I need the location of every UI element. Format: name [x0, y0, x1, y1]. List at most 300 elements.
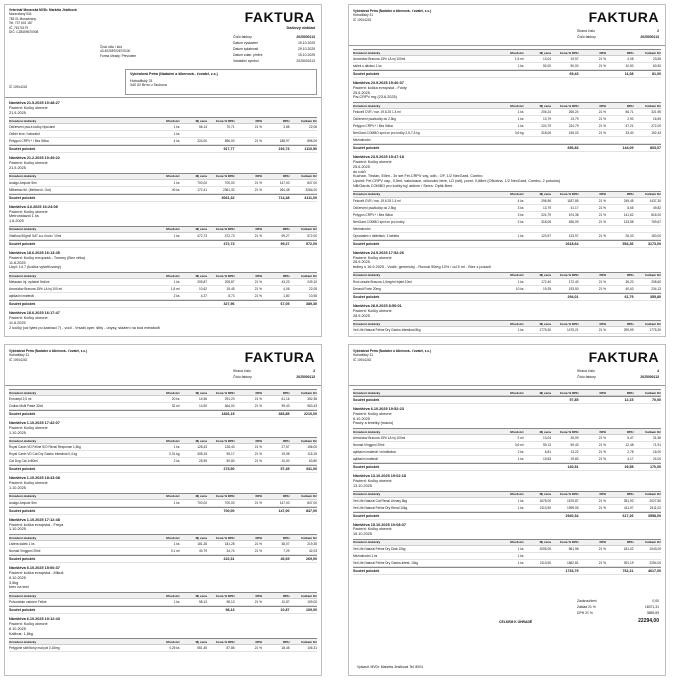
meta-invoice-no: Číslo faktury 2025000113	[577, 375, 659, 379]
cell-vat: 21 %	[598, 219, 606, 224]
cell-total: 896,00	[307, 139, 317, 144]
column-header: DPH	[626, 103, 634, 108]
subtotal-row	[9, 240, 317, 248]
column-header: Celkem Kč	[645, 390, 661, 395]
items-table	[353, 539, 661, 575]
table-row	[353, 137, 661, 144]
subtotal-row	[9, 507, 317, 515]
visit-date: Návštěva 6.10.2025 19:12:43	[9, 617, 60, 622]
cell-vat: 21 %	[598, 233, 606, 238]
column-header: Množství	[510, 540, 524, 545]
column-header: DPH	[599, 273, 606, 278]
cell-vat: 21 %	[254, 500, 262, 505]
table-row	[9, 645, 317, 652]
column-header: Cena % DPH	[215, 494, 235, 499]
cell-vat: 21 %	[254, 459, 262, 464]
cell-vatv: 47,21	[625, 124, 634, 129]
subtotal-total: 3173,00	[648, 241, 661, 246]
column-header: DPH	[282, 174, 290, 179]
cell-base: 26,09	[570, 436, 579, 441]
cell-qty: 4 ks	[173, 139, 180, 144]
visit-note: Upoint: Fel.CRPV vay., 0,5ml, vakcinace, očkování bere, LD (wit), pond. 0,68ml (Ofloxina, 1/2 NexGard, Combo, 2 pokulos)	[353, 179, 561, 184]
cell-qty: 1,5 ml	[514, 57, 524, 61]
table-row	[353, 219, 661, 226]
column-header: Celkem Kč	[301, 227, 317, 232]
cell-vat: 21 %	[598, 279, 606, 284]
column-header: Celkem Kč	[645, 540, 661, 545]
subtotal-label: Součet položek	[353, 146, 380, 151]
visit-block	[9, 566, 317, 614]
column-header: Mj cena	[539, 429, 551, 434]
subtotal-row	[353, 512, 661, 520]
cell-unit: 700,00	[197, 180, 207, 185]
cell-vat: 21 %	[598, 436, 606, 441]
table-row	[353, 286, 661, 293]
cell-vat: 21 %	[254, 452, 262, 457]
subtotal-total: 70,00	[652, 398, 661, 402]
visit-block	[9, 389, 317, 418]
cell-vatv: 147,00	[279, 500, 290, 505]
column-header: DPH	[626, 50, 634, 55]
invoice-title: FAKTURA	[588, 9, 659, 25]
subtotal-total: 4111,00	[304, 195, 317, 200]
items-table	[9, 226, 317, 248]
column-header: Celkem Kč	[301, 174, 317, 179]
subtotal-label: Součet položek	[353, 294, 380, 299]
cell-base: 205,87	[224, 280, 235, 285]
cell-unit: 318,06	[541, 219, 551, 224]
subtotal-row	[9, 555, 317, 563]
column-header: Množství	[166, 494, 180, 499]
cell-qty: 1,8 ml	[170, 287, 180, 292]
table-row	[9, 599, 317, 606]
cell-total: 23,65	[653, 57, 661, 61]
cell-unit: 472,73	[197, 233, 207, 238]
visit-block	[9, 311, 317, 330]
cell-total: 42,03	[309, 549, 317, 554]
visits	[5, 101, 321, 330]
column-header: Cena % DPH	[215, 227, 235, 232]
supplier-phone: Tel: 737 601 187	[9, 21, 33, 26]
column-header: DPH	[282, 535, 290, 540]
cell-vatv: 2,78	[627, 450, 634, 455]
visit-note: 15.10.2025	[353, 532, 373, 537]
cell-total: 352,36	[307, 397, 317, 401]
cell-base: 95,17	[226, 452, 235, 457]
subtotal-total: 170,00	[650, 465, 661, 470]
visit-date: Návštěva 28.9.2025 8:50:01	[353, 303, 402, 308]
cell-vat: 21 %	[598, 131, 606, 136]
payment-method: Forma úhrady: Převodem	[100, 53, 137, 58]
subtotal-base: 1733,79	[565, 568, 579, 573]
table-row	[353, 498, 661, 505]
cell-vatv: 141,62	[623, 212, 634, 217]
cell-unit: 128,43	[197, 445, 207, 450]
total-vat: DPH 21 % 3859,69	[577, 611, 659, 615]
visit-block	[353, 304, 661, 334]
cell-total: 272,00	[651, 124, 661, 129]
cell-name: Odběr krve / laboratoř	[9, 132, 41, 137]
cell-vat: 21 %	[598, 205, 606, 210]
invoice-header	[5, 5, 321, 98]
cell-vat: 21 %	[254, 287, 262, 292]
visits	[5, 389, 321, 652]
column-header: Cena % DPH	[215, 639, 235, 644]
invoice-page-1	[4, 4, 322, 337]
cell-vat: 21 %	[254, 404, 262, 408]
meta-issue-date: Datum vystavení 15.10.2025	[233, 41, 315, 45]
visit-block	[353, 407, 661, 471]
cell-unit: 10,62	[199, 287, 207, 292]
supplier-name: Vybíralová Petra (Nadační a šibenová.. ťovatel, z.s.)	[353, 9, 431, 13]
subtotal-total: 269,00	[306, 557, 317, 562]
cell-vatv: 351,93	[623, 498, 634, 503]
visit-note: 25.6.2025	[353, 90, 370, 95]
cell-name: Analgo Ampule 5ml	[9, 180, 37, 185]
items-table	[353, 320, 661, 334]
subtotal-vat: 99,27	[280, 241, 290, 246]
visit-note: 6.10.2025	[9, 626, 26, 631]
column-header: Celkem Kč	[645, 103, 661, 108]
subtotal-label: Součet položek	[9, 508, 36, 513]
visit-note: Pacient: Kočky obecné	[353, 527, 392, 532]
visit-note: 25.6.2025	[353, 164, 370, 169]
invoice-title: FAKTURA	[244, 9, 315, 25]
cell-name: Pelygone skříňkový mal pat 0,15mg	[9, 646, 60, 651]
cell-qty: 1 ks	[517, 124, 524, 129]
supplier-ico: IČ: 76170179	[9, 25, 29, 30]
cell-vat: 21 %	[254, 233, 262, 238]
cell-name: Listera sáček 1 ks	[9, 542, 35, 547]
table-row	[353, 279, 661, 286]
column-header: DPH	[255, 227, 262, 232]
table-row	[353, 56, 661, 63]
visit-note: 21.5.2025	[9, 165, 26, 170]
table-row	[353, 560, 661, 567]
invoice-title: FAKTURA	[244, 349, 315, 365]
subtotal-base: 294,01	[567, 294, 579, 299]
column-header: Označení dodávky	[9, 593, 37, 598]
cell-qty: 1 ks	[173, 542, 180, 547]
column-header: Cena % DPH	[559, 540, 579, 545]
cell-unit: 98,13	[199, 600, 207, 605]
cell-total: 22,06	[309, 125, 317, 130]
cell-unit: 2113,90	[539, 505, 551, 510]
cell-qty: 1 ks	[517, 505, 524, 510]
cell-vat: 21 %	[254, 445, 262, 450]
cell-total: 321,95	[651, 110, 661, 115]
bank-block	[100, 45, 170, 58]
meta-page-no: Strana číslo 3	[233, 369, 315, 373]
visit-block	[9, 156, 317, 201]
cell-vat: 21 %	[598, 328, 606, 333]
table-row	[9, 279, 317, 286]
cell-total: 60,80	[309, 459, 317, 464]
cell-name: Vet Life Natural Feline Dry Gastro-Intestinal 8kg	[353, 328, 421, 333]
column-header: DPH	[255, 390, 262, 395]
column-header: Mj cena	[195, 174, 207, 179]
cell-name: Amoxiclav Bravura 15% LA inj 100ml	[353, 436, 406, 441]
cell-vatv: 19,98	[281, 452, 290, 457]
supplier-street: Hobodilský 31	[9, 353, 30, 358]
subtotal-total: 572,00	[306, 241, 317, 246]
items-table	[9, 493, 317, 515]
cell-base: 1999,05	[566, 505, 579, 510]
cell-name: NexGard COMBO spot on pro kočky	[353, 219, 405, 224]
cell-base: 19,83	[570, 457, 579, 462]
cell-unit: 13,79	[543, 205, 551, 210]
cell-vatv: 3,85	[283, 125, 290, 130]
table-row	[353, 327, 661, 334]
cell-name: Mezinárodní	[353, 226, 371, 231]
table-row	[9, 286, 317, 293]
table-row	[353, 130, 661, 137]
cell-unit: 14,50	[199, 404, 207, 408]
subtotal-row	[353, 240, 661, 248]
cell-vatv: 411,97	[623, 505, 634, 510]
cell-qty: 1 ks	[517, 457, 524, 462]
column-header: Množství	[510, 273, 524, 278]
cell-vat: 21 %	[254, 549, 262, 554]
column-header: DPH	[599, 390, 606, 395]
cell-vatv: 2,90	[627, 117, 634, 122]
cell-name: Nomad Vinggoni 25ml	[9, 549, 41, 554]
table-row	[353, 123, 661, 130]
cell-qty: 10 ks	[515, 286, 524, 291]
cell-qty: 1 ks	[173, 125, 180, 130]
items-table	[353, 428, 661, 471]
cell-unit: 224,00	[197, 139, 207, 144]
cell-total: 1775,30	[649, 328, 661, 333]
subtotal-base: 656,83	[567, 146, 579, 151]
cell-vatv: 4,17	[627, 457, 634, 462]
column-header: Označení dodávky	[353, 321, 381, 326]
cell-vat: 21 %	[598, 546, 606, 551]
cell-base: 2361,32	[222, 187, 235, 192]
total-rounding: Zaokrouhlení 0,00	[577, 599, 659, 603]
visit-note: 2 kočky (od lytes po kastraci 7) - vodí - Vrsabi oper. štíty - únysy, stažení na bod metabolit	[9, 325, 160, 330]
subtotal-row	[353, 144, 661, 152]
subtotal-base: 2618,64	[565, 241, 579, 246]
cell-total: 2254,00	[649, 560, 661, 565]
table-row	[353, 449, 661, 456]
customer-name: Vybíralová Petra (Nadační a šibenová.. ťovatel, z.s.)	[130, 72, 218, 76]
invoice-header	[349, 345, 665, 386]
cell-vatv: 188,97	[279, 139, 290, 144]
cell-base: 128,43	[224, 445, 235, 450]
visit-note: 1.10.2025	[9, 430, 26, 435]
column-header: Množství	[510, 103, 524, 108]
subtotal-vat: 714,48	[278, 195, 290, 200]
cell-qty: 1 ks	[517, 110, 524, 115]
meta-invoice-no: Číslo faktury 2025000113	[577, 35, 659, 39]
cell-name: Odčervení psa/kočky do 2.5kg	[353, 205, 396, 210]
column-header: Množství	[510, 390, 524, 395]
visit-note: 6.10.2025	[353, 416, 370, 421]
table-row	[9, 233, 317, 240]
subtotal-base: 2940,34	[565, 513, 579, 518]
cell-base: 1862,81	[566, 560, 579, 565]
customer-ico: IČ 10914242	[353, 357, 372, 362]
subtotal-row	[353, 463, 661, 471]
visit-note: Pacient: kočka evropská - Freya	[9, 522, 64, 527]
column-header: Označení dodávky	[353, 192, 381, 197]
cell-unit: 13,04	[543, 436, 551, 441]
column-header: DPH	[599, 540, 606, 545]
cell-unit: 50,00	[543, 64, 551, 68]
subtotal-vat: 144,09	[622, 146, 634, 151]
cell-base: 636,09	[568, 219, 579, 224]
customer-street: Hobodilský 31	[130, 78, 153, 83]
column-header: Mj cena	[539, 492, 551, 497]
cell-vat: 21 %	[598, 457, 606, 462]
cell-name: Roxi-cesale Bravura 1,6mg/ml injekt.10ml	[353, 279, 412, 284]
invoice-page-3	[4, 344, 322, 676]
subtotal-row	[353, 293, 661, 301]
subtotal-row	[353, 567, 661, 575]
visit-note: Pacient: Kočky obecné	[9, 481, 48, 486]
cell-vat: 21 %	[254, 294, 262, 299]
visit-note: 13.10.2025	[353, 483, 373, 488]
subtotal-row	[9, 410, 317, 418]
visit-note: Ucpl: 14.7 (kočka vyšetřovaný)	[9, 265, 61, 270]
cell-vatv: 99,27	[281, 233, 290, 238]
cell-unit: 19,83	[543, 457, 551, 462]
cell-vatv: 147,00	[279, 180, 290, 185]
column-header: Mj cena	[539, 390, 551, 395]
subtotal-vat: 192,73	[278, 147, 290, 152]
column-header: DPH	[282, 494, 290, 499]
cell-vatv: 99,43	[281, 404, 290, 408]
column-header: Množství	[510, 192, 524, 197]
visit-note: Pacient: Kočky obecné	[9, 105, 48, 110]
table-row	[353, 553, 661, 560]
column-header: Označení dodávky	[9, 390, 37, 395]
table-row	[353, 198, 661, 205]
issuer-footer: Vystavil: MVDr. Markéta Jiráčková Tel: 8004	[357, 665, 423, 669]
subtotal-vat: 12,15	[624, 398, 634, 402]
subtotal-label: Součet položek	[9, 195, 36, 200]
table-row	[353, 109, 661, 116]
table-row	[353, 205, 661, 212]
subtotal-total: 1110,50	[304, 147, 317, 152]
supplier-city: 783 01 Moravičany	[9, 16, 36, 21]
cell-vat: 21 %	[254, 125, 262, 130]
column-header: DPH	[282, 273, 290, 278]
visit-date: Návštěva 18.6.2025 16:17:47	[9, 311, 60, 316]
table-row	[9, 124, 317, 131]
column-header: Mj cena	[539, 321, 551, 326]
cell-total: 16,69	[653, 117, 661, 122]
visit-block	[353, 474, 661, 519]
invoice-title: FAKTURA	[588, 349, 659, 365]
cell-vat: 21 %	[254, 187, 262, 192]
column-header: DPH	[282, 118, 290, 123]
table-row	[353, 442, 661, 449]
supplier-name: Vybíralová Petra (Nadační a šibenová.. ťovatel, z.s.)	[9, 349, 87, 353]
column-header: Označení dodávky	[9, 118, 37, 123]
visit-note: Metronidazol 1 ks	[9, 214, 39, 219]
column-header: DPH	[282, 593, 290, 598]
column-header: Množství	[510, 321, 524, 326]
subtotal-total: 2210,00	[304, 412, 317, 416]
table-row	[9, 548, 317, 555]
cell-qty: 20 ks	[171, 397, 180, 401]
column-header: Cena % DPH	[559, 50, 579, 55]
cell-total: 71,91	[653, 443, 661, 448]
cell-base: 34,74	[226, 549, 235, 554]
column-header: Mj cena	[195, 593, 207, 598]
cell-vatv: 10,50	[625, 64, 634, 68]
visit-note: Pacey a šmelky (macio)	[353, 421, 394, 426]
column-header: Označení dodávky	[353, 390, 381, 395]
cell-name: Analgo Ampule 5ml	[9, 500, 37, 505]
cell-vat: 21 %	[254, 600, 262, 605]
subtotal-total: 4617,00	[648, 568, 661, 573]
visit-block	[353, 81, 661, 152]
cell-vatv: 40,63	[625, 286, 634, 291]
subtotal-vat: 383,85	[278, 412, 290, 416]
supplier-street: Moravičany 534	[9, 12, 32, 17]
visit-note: Pacient: Kočky obecné	[9, 161, 48, 166]
cell-total: 10,55	[309, 294, 317, 299]
column-header: DPH	[255, 118, 262, 123]
column-header: Cena % DPH	[559, 390, 579, 395]
visit-date: Návštěva 15.10.2025 10:08:37	[353, 522, 406, 527]
visit-block	[353, 389, 661, 404]
visit-note: 1.6.2025	[9, 219, 24, 224]
cell-qty: 2 ks	[517, 219, 524, 224]
visit-block	[353, 523, 661, 575]
column-header: Cena % DPH	[215, 593, 235, 598]
cell-vatv: 61,16	[281, 397, 290, 401]
visit-note: Pacient: Kočky obecné	[9, 209, 48, 214]
visit-note: Pacient: Kočky evropská - Tommy (Bez věku)	[9, 255, 86, 260]
cell-base: 674,38	[568, 212, 579, 217]
cell-unit: 1775,30	[539, 328, 551, 333]
subtotal-label: Součet položek	[9, 302, 36, 307]
cell-total: 3264,00	[305, 187, 317, 192]
table-row	[9, 403, 317, 410]
cell-unit: 14,56	[199, 397, 207, 401]
column-header: Množství	[166, 273, 180, 278]
subtotal-base: 140,51	[567, 465, 579, 470]
column-header: DPH	[626, 540, 634, 545]
cell-name: Royal Canin VD Cat Dry Gastro Intestinal 0,4 kg	[9, 452, 78, 457]
table-row	[9, 458, 317, 465]
column-header: DPH	[626, 273, 634, 278]
visit-note: Pacient: kočka evropská - Mikuš	[9, 570, 64, 575]
subtotal-base: 98,13	[225, 608, 235, 613]
cell-base: 861,98	[568, 546, 579, 551]
subtotal-vat: 147,00	[278, 508, 290, 513]
cell-base: 87,86	[226, 646, 235, 651]
visit-block	[353, 49, 661, 78]
cell-name: Cat Dog Cat 1x80ml	[9, 459, 38, 464]
visit-block	[9, 205, 317, 248]
cell-qty: 4 ks	[517, 198, 524, 203]
table-row	[9, 500, 317, 507]
column-header: Cena % DPH	[559, 321, 579, 326]
cell-total: 192,43	[651, 131, 661, 136]
cell-unit: 224,79	[541, 212, 551, 217]
subtotal-row	[353, 70, 661, 78]
column-header: Označení dodávky	[9, 438, 37, 443]
subtotal-label: Součet položek	[9, 147, 36, 152]
cell-unit: 2005,05	[539, 546, 551, 551]
cell-unit: 123,97	[541, 233, 551, 238]
cell-unit: 2113,90	[539, 560, 551, 565]
